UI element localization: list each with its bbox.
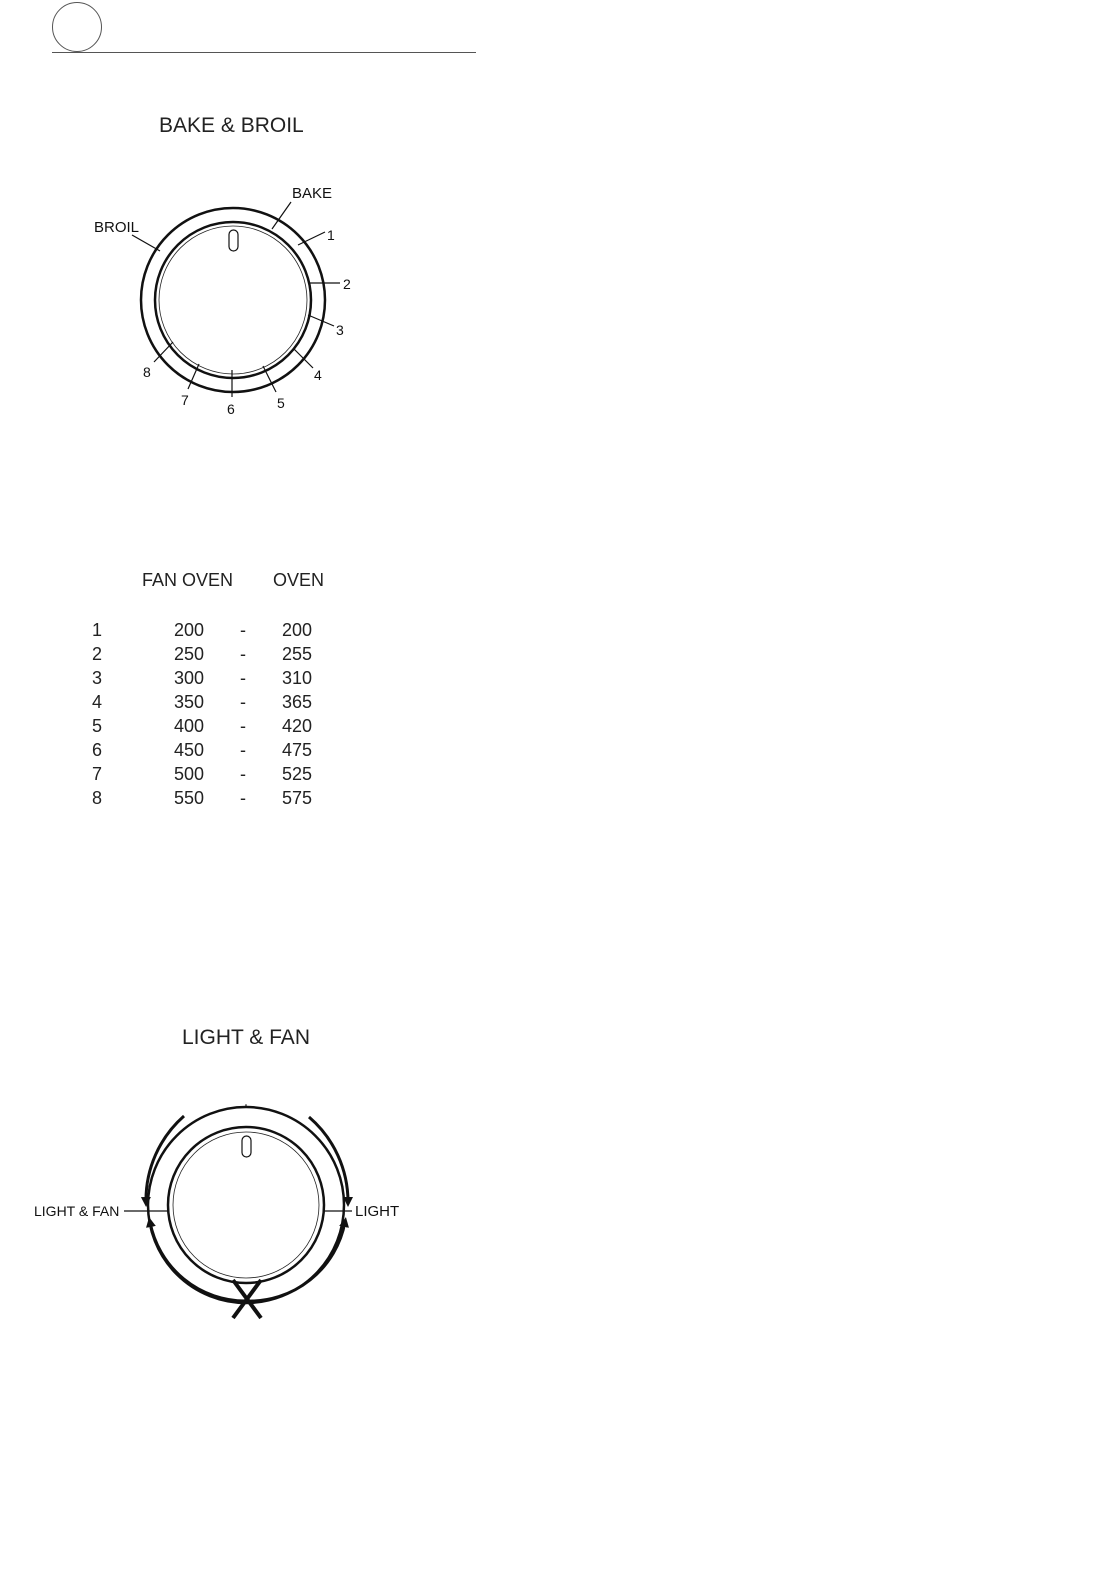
fan-oven-cell: 550 xyxy=(174,788,205,808)
separator-cell: - xyxy=(240,788,246,808)
setting-label-7: 7 xyxy=(181,392,189,408)
oven-cell: 475 xyxy=(282,740,313,760)
oven-cell: 310 xyxy=(282,668,313,688)
setting-label-6: 6 xyxy=(227,401,235,417)
separator-cell: - xyxy=(240,692,246,712)
separator-cell: - xyxy=(240,740,246,760)
fan-oven-cell: 250 xyxy=(174,644,205,664)
broil-label: BROIL xyxy=(94,219,140,236)
oven-cell: 255 xyxy=(282,644,313,664)
setting-label-2: 2 xyxy=(343,276,351,292)
separator-cell: - xyxy=(240,764,246,784)
fan-oven-header: FAN OVEN xyxy=(142,570,234,590)
oven-cell: 200 xyxy=(282,620,313,640)
oven-cell: 365 xyxy=(282,692,313,712)
bake-label: BAKE xyxy=(292,185,333,202)
fan-oven-cell: 300 xyxy=(174,668,205,688)
setting-label-3: 3 xyxy=(336,322,344,338)
light-dial-knob-rim xyxy=(168,1127,324,1283)
light-dial-knob-face xyxy=(173,1132,319,1278)
oven-cell: 420 xyxy=(282,716,313,736)
light-fan-title: LIGHT & FAN xyxy=(182,1026,310,1049)
separator-cell: - xyxy=(240,668,246,688)
separator-cell: - xyxy=(240,716,246,736)
fan-oven-cell: 350 xyxy=(174,692,205,712)
fan-oven-cell: 450 xyxy=(174,740,205,760)
setting-cell: 8 xyxy=(92,788,103,808)
setting-label-1: 1 xyxy=(327,227,335,243)
setting-cell: 1 xyxy=(92,620,103,640)
fan-oven-cell: 500 xyxy=(174,764,205,784)
setting-cell: 7 xyxy=(92,764,103,784)
arrow-return-left-icon xyxy=(150,1222,246,1301)
setting-cell: 3 xyxy=(92,668,103,688)
setting-label-8: 8 xyxy=(143,364,151,380)
setting-cell: 2 xyxy=(92,644,103,664)
fan-oven-cell: 200 xyxy=(174,620,205,640)
oven-cell: 525 xyxy=(282,764,313,784)
setting-cell: 4 xyxy=(92,692,103,712)
separator-cell: - xyxy=(240,644,246,664)
separator-cell: - xyxy=(240,620,246,640)
fan-oven-cell: 400 xyxy=(174,716,205,736)
light-fan-label: LIGHT & FAN xyxy=(34,1203,120,1219)
oven-cell: 575 xyxy=(282,788,313,808)
light-label: LIGHT xyxy=(355,1203,400,1220)
setting-cell: 5 xyxy=(92,716,103,736)
light-fan-dial xyxy=(0,0,440,1340)
setting-label-5: 5 xyxy=(277,395,285,411)
light-dial-pointer-icon xyxy=(242,1136,251,1157)
arrow-return-right-icon xyxy=(246,1222,345,1301)
light-dial-top-dot xyxy=(245,1104,247,1106)
arrow-to-light-fan-icon xyxy=(146,1116,184,1202)
oven-header: OVEN xyxy=(273,570,325,590)
bake-broil-title: BAKE & BROIL xyxy=(159,114,304,137)
setting-label-4: 4 xyxy=(314,367,322,383)
setting-cell: 6 xyxy=(92,740,103,760)
